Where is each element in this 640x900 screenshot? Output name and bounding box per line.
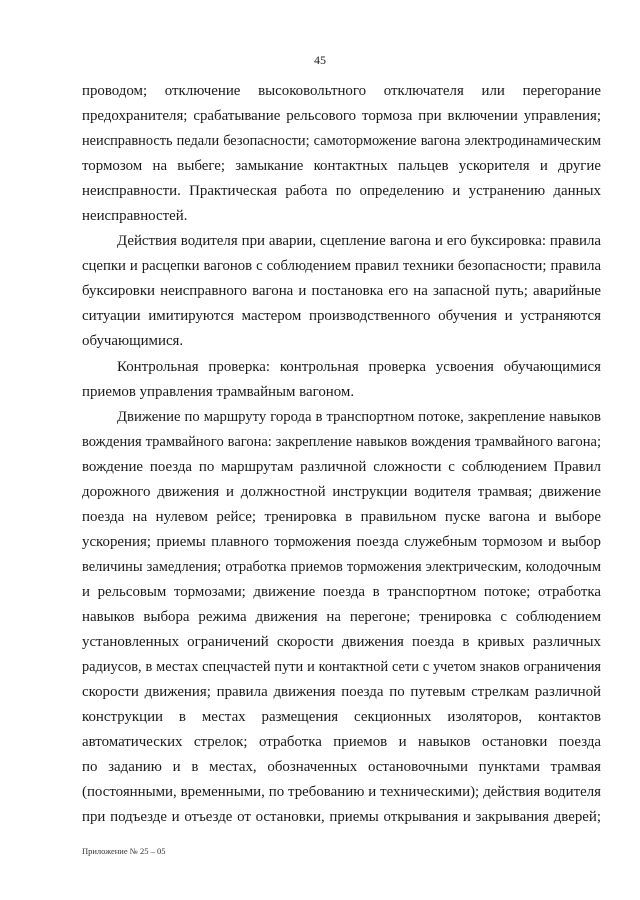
text-line: величины замедления; отработка приемов торможения электрическим, колодочным bbox=[82, 558, 601, 575]
text-line: вождение поезда по маршрутам различной сложности с соблюдением Правил bbox=[82, 458, 601, 475]
text-line: обучающимися. bbox=[82, 333, 184, 350]
text-line: навыков выбора режима движения на перегоне; тренировка с соблюдением bbox=[82, 608, 601, 625]
text-line: приемов управления трамвайным вагоном. bbox=[82, 383, 355, 400]
text-line: неисправностей. bbox=[82, 208, 188, 225]
text-line: ускорения; приемы плавного торможения поезда служебным тормозом и выбор bbox=[82, 533, 601, 550]
paragraph-city-route bbox=[82, 405, 601, 831]
text-line: скорости движения; правила движения поезда по путевым стрелкам различной bbox=[82, 684, 601, 701]
text-line: Действия водителя при аварии, сцепление вагона и его буксировка: правила bbox=[117, 233, 601, 250]
text-line: установленных ограничений скорости движения поезда в кривых различных bbox=[82, 634, 601, 651]
paragraph-faults bbox=[82, 79, 601, 229]
text-line: предохранителя; срабатывание рельсового тормоза при включении управления; bbox=[82, 108, 601, 125]
page-number: 45 bbox=[314, 53, 326, 67]
text-line: сцепки и расцепки вагонов с соблюдением правил техники безопасности; правила bbox=[82, 258, 601, 275]
text-line: буксировки неисправного вагона и постановка его на запасной путь; аварийные bbox=[82, 283, 601, 300]
document-footer: Приложение № 25 – 05 bbox=[82, 846, 166, 856]
text-line: (постоянными, временными, по требованию и техническими); действия водителя bbox=[82, 784, 601, 801]
text-line: Движение по маршруту города в транспортном потоке, закрепление навыков bbox=[117, 408, 601, 425]
text-line: и рельсовым тормозами; движение поезда в транспортном потоке; отработка bbox=[82, 583, 601, 600]
text-line: вождения трамвайного вагона: закрепление навыков вождения трамвайного вагона; bbox=[82, 433, 601, 450]
body-text bbox=[82, 79, 601, 830]
text-line: неисправность педали безопасности; самоторможение вагона электродинамическим bbox=[82, 133, 601, 150]
text-line: неисправности. Практическая работа по определению и устранению данных bbox=[82, 183, 601, 200]
text-line: конструкции в местах размещения секционных изоляторов, контактов bbox=[82, 709, 601, 726]
text-line: Контрольная проверка: контрольная проверка усвоения обучающимися bbox=[117, 358, 601, 375]
text-line: радиусов, в местах спецчастей пути и контактной сети с учетом знаков ограничения bbox=[82, 659, 601, 676]
text-line: дорожного движения и должностной инструкции водителя трамвая; движение bbox=[82, 483, 601, 500]
text-line: при подъезде и отъезде от остановки, приемы открывания и закрывания дверей; bbox=[82, 809, 601, 826]
text-line: по заданию и в местах, обозначенных остановочными пунктами трамвая bbox=[82, 759, 601, 776]
text-line: ситуации имитируются мастером производственного обучения и устраняются bbox=[82, 308, 601, 325]
text-line: тормозом на выбеге; замыкание контактных пальцев ускорителя и другие bbox=[82, 158, 601, 175]
text-line: автоматических стрелок; отработка приемов и навыков остановки поезда bbox=[82, 734, 601, 751]
text-line: проводом; отключение высоковольтного отключателя или перегорание bbox=[82, 83, 601, 99]
paragraph-accident-actions bbox=[82, 229, 601, 354]
paragraph-control-check bbox=[82, 355, 601, 405]
text-line: поезда на нулевом рейсе; тренировка в правильном пуске вагона и выборе bbox=[82, 508, 601, 525]
